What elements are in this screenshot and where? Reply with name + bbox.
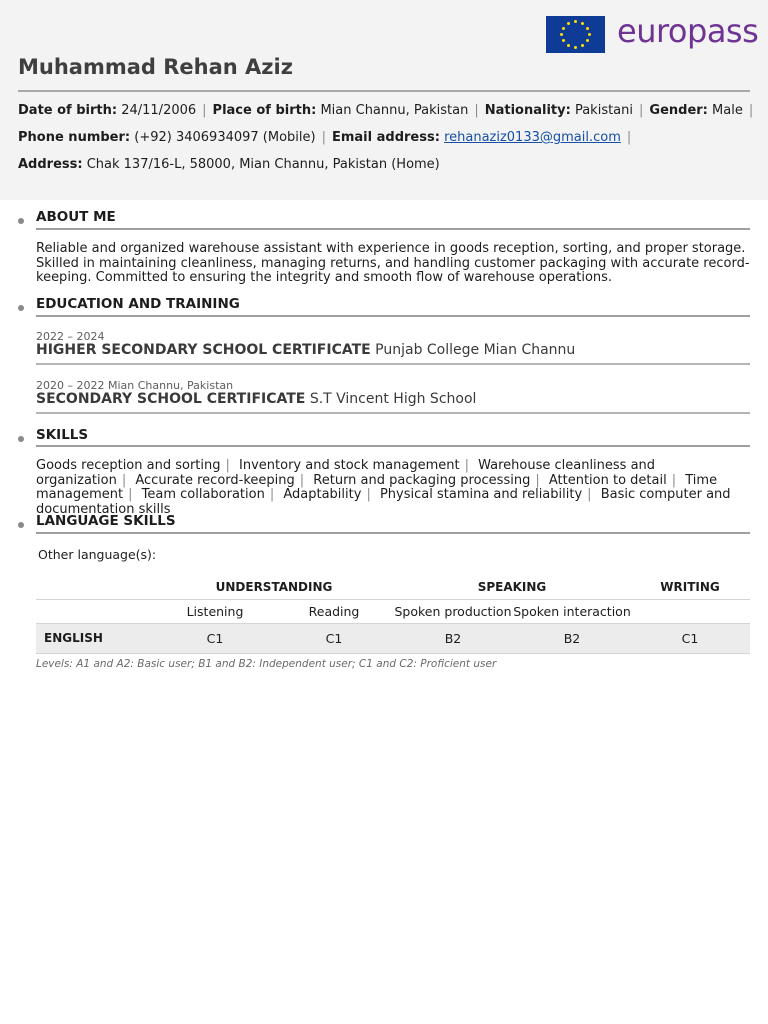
skills-list: Goods reception and sorting | Inventory and stock management | Warehouse cleanliness and organization | Accurate record-keeping | Return and packaging processing | Attention to detail | Time management | Team collaboration | Adaptability | Physical stamina and reliability | Basic computer and documentation skills: [36, 458, 731, 517]
level-writing: C1: [681, 631, 699, 646]
section-title-about: ABOUT ME: [36, 209, 116, 225]
phone-value: (+92) 3406934097 (Mobile): [134, 130, 316, 145]
institution: Punjab College Mian Channu: [375, 342, 576, 358]
info-line-1: [18, 103, 759, 118]
person-name: Muhammad Rehan Aziz: [18, 55, 293, 79]
level-spoken-production: B2: [444, 631, 462, 646]
education-dates: 2022 – 2024: [36, 330, 105, 343]
institution: S.T Vincent High School: [309, 391, 477, 407]
section-bullet: [18, 218, 24, 224]
phone-label: Phone number:: [18, 130, 131, 145]
skill-item: Adaptability: [283, 487, 362, 502]
section-divider: [36, 532, 750, 534]
cv-header: [0, 0, 768, 200]
table-row: [36, 624, 750, 653]
skill-item: Goods reception and sorting: [36, 458, 221, 473]
level-listening: C1: [206, 631, 224, 646]
qualification: SECONDARY SCHOOL CERTIFICATE: [36, 391, 306, 407]
education-location: Mian Channu, Pakistan: [107, 379, 234, 392]
address-label: Address:: [18, 157, 83, 172]
skill-item: Attention to detail: [548, 472, 667, 488]
divider: [18, 90, 750, 92]
subheader-spoken-production: Spoken production: [394, 604, 512, 619]
address-value: Chak 137/16-L, 58000, Mian Channu, Pakistan (Home): [86, 157, 440, 172]
dob-label: Date of birth:: [18, 103, 118, 118]
entry-divider: [36, 363, 750, 365]
header-writing: WRITING: [660, 580, 720, 594]
qualification: HIGHER SECONDARY SCHOOL CERTIFICATE: [36, 342, 371, 358]
subheader-reading: Reading: [308, 604, 360, 619]
section-bullet: [18, 305, 24, 311]
nationality-label: Nationality:: [484, 103, 571, 118]
language-name: ENGLISH: [44, 631, 103, 645]
section-bullet: [18, 522, 24, 528]
separator: |: [748, 103, 754, 118]
header-speaking: SPEAKING: [477, 580, 547, 594]
section-divider: [36, 228, 750, 230]
email-link[interactable]: rehanaziz0133@gmail.com: [444, 130, 621, 145]
about-text: Reliable and organized warehouse assistant with experience in goods reception, sorting, and proper storage. Skilled in maintaining cleanliness, managing returns, and handling customer packaging with accurate record-keeping. Committed to ensuring the integrity and smooth flow of warehouse operations.: [36, 241, 750, 285]
education-entry: [36, 342, 575, 358]
other-languages-label: Other language(s):: [38, 547, 157, 562]
subheader-spoken-interaction: Spoken interaction: [513, 604, 631, 619]
gender-value: Male: [712, 103, 743, 118]
eu-flag-icon: [546, 16, 605, 53]
skill-item: Basic computer and documentation skills: [36, 487, 731, 517]
separator: |: [639, 103, 644, 118]
email-label: Email address:: [331, 130, 440, 145]
dob-value: 24/11/2006: [121, 103, 197, 118]
separator: |: [474, 103, 479, 118]
section-divider: [36, 445, 750, 447]
skill-item: Accurate record-keeping: [135, 472, 295, 488]
levels-legend: Levels: A1 and A2: Basic user; B1 and B2: Independent user; C1 and C2: Proficient user: [36, 658, 497, 670]
nationality-value: Pakistani: [574, 103, 634, 118]
pob-value: Mian Channu, Pakistan: [320, 103, 469, 118]
table-divider: [36, 599, 750, 600]
table-divider: [36, 653, 750, 654]
section-bullet: [18, 436, 24, 442]
skill-item: Team collaboration: [141, 487, 265, 502]
gender-label: Gender:: [649, 103, 708, 118]
europass-logo: europass: [617, 12, 759, 50]
subheader-listening: Listening: [186, 604, 244, 619]
education-entry: [36, 391, 476, 407]
separator: |: [626, 130, 632, 145]
info-line-2: [18, 130, 637, 145]
header-understanding: UNDERSTANDING: [215, 580, 333, 594]
separator: |: [321, 130, 326, 145]
skill-item: Physical stamina and reliability: [379, 487, 583, 502]
skill-item: Inventory and stock management: [239, 458, 460, 473]
level-spoken-interaction: B2: [563, 631, 581, 646]
info-line-3: [18, 157, 440, 172]
skill-item: Return and packaging processing: [313, 472, 531, 488]
pob-label: Place of birth:: [212, 103, 317, 118]
section-title-languages: LANGUAGE SKILLS: [36, 513, 176, 529]
entry-divider: [36, 412, 750, 414]
section-title-skills: SKILLS: [36, 427, 89, 443]
education-dates: 2020 – 2022: [36, 379, 105, 392]
separator: |: [202, 103, 207, 118]
section-divider: [36, 315, 750, 317]
section-title-education: EDUCATION AND TRAINING: [36, 296, 240, 312]
skill-item: Warehouse cleanliness and organization: [36, 458, 656, 488]
level-reading: C1: [325, 631, 343, 646]
skill-item: Time management: [36, 472, 718, 502]
